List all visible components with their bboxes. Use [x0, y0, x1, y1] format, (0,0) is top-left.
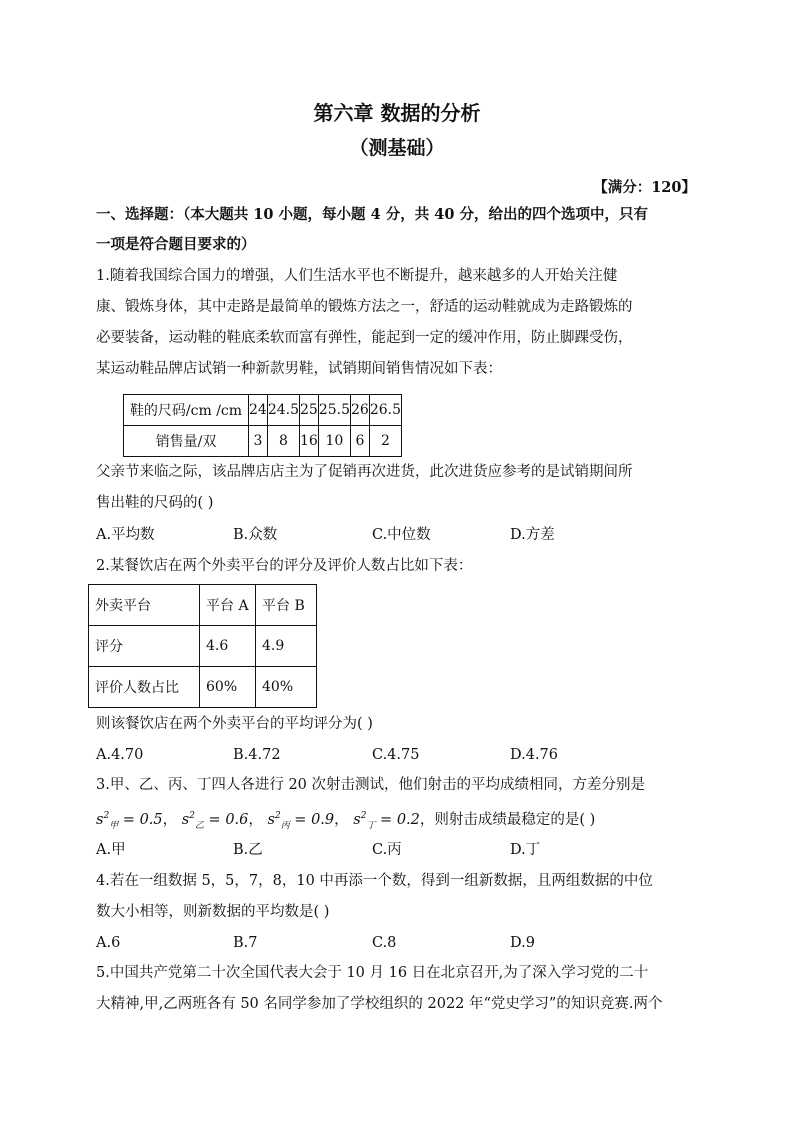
- q5-line1: 5.中国共产党第二十次全国代表大会于 10 月 16 日在北京召开,为了深入学习党的二十: [96, 965, 649, 981]
- page-title: 第六章 数据的分析: [313, 101, 481, 125]
- table-cell: 60%: [200, 667, 256, 708]
- table-header-cell: 销售量/双: [124, 426, 249, 457]
- variance-bing: $s^2_丙 = 0.9$: [267, 811, 335, 831]
- option-a: A.平均数: [96, 527, 155, 543]
- table-cell: 16: [300, 426, 319, 457]
- table-row: [89, 626, 317, 667]
- variance-ding: $s^2_丁 = 0.2$: [353, 811, 420, 831]
- option-d: D.4.76: [510, 747, 559, 763]
- q2-after-line: 则该餐饮店在两个外卖平台的平均评分为( ): [96, 716, 373, 732]
- section-heading-line2: 一项是符合题目要求的）: [96, 236, 256, 253]
- page-subtitle: （测基础）: [349, 137, 445, 159]
- q1-after-line1: 父亲节来临之际，该品牌店店主为了促销再次进货，此次进货应参考的是试销期间所: [96, 464, 633, 480]
- table-cell: 4.6: [200, 626, 256, 667]
- option-a: A.4.70: [96, 747, 144, 763]
- table-row: [124, 395, 402, 426]
- option-a: A.甲: [96, 842, 126, 858]
- table-cell: 24.5: [267, 395, 299, 426]
- option-b: B.众数: [233, 527, 278, 543]
- q4-line2: 数大小相等，则新数据的平均数是( ): [96, 904, 330, 920]
- option-d: D.方差: [510, 527, 555, 543]
- table-cell: 40%: [256, 667, 317, 708]
- q1-line4: 某运动鞋品牌店试销一种新款男鞋，试销期间销售情况如下表：: [96, 361, 502, 377]
- variance-jia: $s^2_甲 = 0.5$: [96, 811, 163, 831]
- table-cell: 24: [249, 395, 268, 426]
- q4-line1: 4.若在一组数据 5，5，7，8，10 中再添一个数，得到一组新数据，且两组数据的中位: [96, 873, 653, 889]
- table-row: [124, 426, 402, 457]
- table-row: [89, 667, 317, 708]
- table-cell: 4.9: [256, 626, 317, 667]
- option-c: C.丙: [372, 842, 402, 858]
- option-d: D.丁: [510, 842, 541, 858]
- option-b: B.乙: [233, 842, 263, 858]
- option-c: C.4.75: [372, 747, 420, 763]
- q2-line1: 2.某餐饮店在两个外卖平台的评分及评价人数占比如下表：: [96, 558, 473, 574]
- variance-yi: $s^2_乙 = 0.6$: [181, 811, 249, 831]
- table-cell: 2: [369, 426, 401, 457]
- section-heading-line1: 一、选择题：（本大题共 10 小题，每小题 4 分，共 40 分，给出的四个选项中，只有: [96, 206, 648, 223]
- option-b: B.4.72: [233, 747, 281, 763]
- shoe-size-table: [123, 394, 402, 457]
- option-b: B.7: [233, 935, 258, 951]
- table-cell: 26: [351, 395, 370, 426]
- q3-tail: ，则射击成绩最稳定的是( ): [419, 811, 596, 828]
- q1-line2: 康、锻炼身体，其中走路是最简单的锻炼方法之一，舒适的运动鞋就成为走路锻炼的: [96, 299, 633, 315]
- q3-line1: 3.甲、乙、丙、丁四人各进行 20 次射击测试，他们射击的平均成绩相同，方差分别是: [96, 777, 646, 793]
- q1-after-line2: 售出鞋的尺码的( ): [96, 495, 214, 511]
- table-cell: 3: [249, 426, 268, 457]
- table-row: [89, 585, 317, 626]
- table-cell: 26.5: [369, 395, 401, 426]
- table-header-cell: 外卖平台: [89, 585, 200, 626]
- table-cell: 评分: [89, 626, 200, 667]
- table-cell: 25.5: [318, 395, 350, 426]
- table-cell: 10: [318, 426, 350, 457]
- table-header-cell: 平台 B: [256, 585, 317, 626]
- table-cell: 6: [351, 426, 370, 457]
- option-a: A.6: [96, 935, 121, 951]
- q1-line1: 1.随着我国综合国力的增强，人们生活水平也不断提升，越来越多的人开始关注健: [96, 268, 618, 284]
- table-header-cell: 鞋的尺码/cm /cm: [124, 395, 249, 426]
- table-cell: 评价人数占比: [89, 667, 200, 708]
- option-c: C.8: [372, 935, 397, 951]
- option-d: D.9: [510, 935, 535, 951]
- q5-line2: 大精神,甲,乙两班各有 50 名同学参加了学校组织的 2022 年“党史学习”的知识竞赛.两个: [96, 996, 663, 1012]
- option-c: C.中位数: [372, 527, 431, 543]
- full-score-label: 【满分：120】: [593, 179, 696, 196]
- table-cell: 25: [300, 395, 319, 426]
- table-header-cell: 平台 A: [200, 585, 256, 626]
- table-cell: 8: [267, 426, 299, 457]
- q3-variance-line: $s^2_甲 = 0.5$， $s^2_乙 = 0.6$， $s^2_丙 = 0.9$， $s^2_丁 = 0.2$，则射击成绩最稳定的是( ): [96, 811, 596, 831]
- q1-line3: 必要装备，运动鞋的鞋底柔软而富有弹性，能起到一定的缓冲作用，防止脚踝受伤，: [96, 330, 633, 346]
- platform-rating-table: [88, 584, 317, 708]
